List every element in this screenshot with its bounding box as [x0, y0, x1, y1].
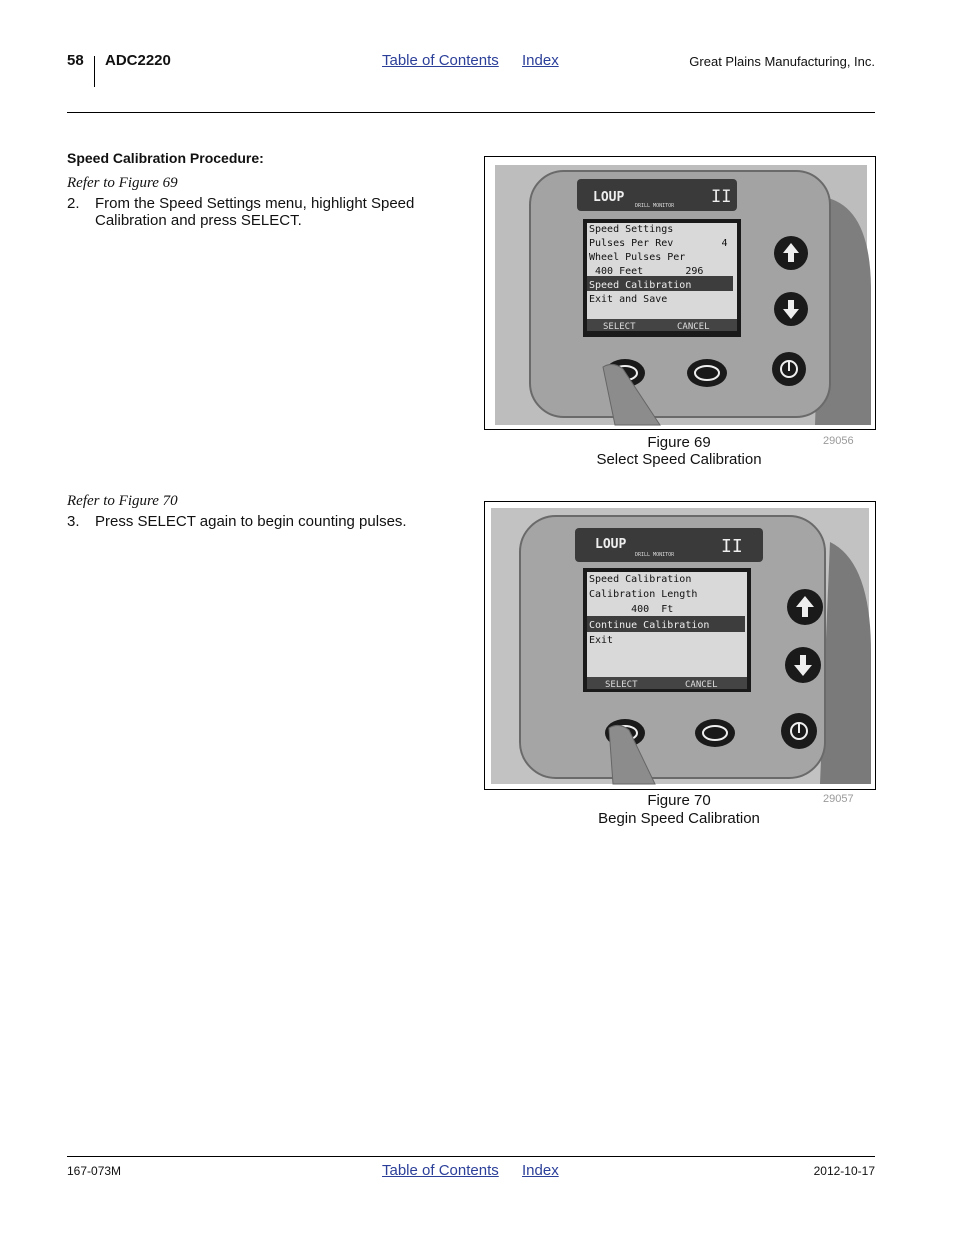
cancel-softkey-button [687, 359, 727, 387]
step-2 [67, 195, 447, 229]
header-index-link[interactable]: Index [522, 52, 559, 69]
step-number: 2. [67, 195, 80, 212]
header-toc-link[interactable]: Table of Contents [382, 52, 499, 69]
softkey-select-label: SELECT [605, 680, 638, 690]
refer-figure-70: Refer to Figure 70 [67, 493, 178, 509]
figure-69-caption: Select Speed Calibration [596, 451, 762, 468]
figure-69-photo [484, 156, 876, 430]
header-divider [94, 56, 95, 87]
screen-line: Continue Calibration [589, 620, 710, 631]
footer-index-link[interactable]: Index [522, 1162, 559, 1179]
figure-70-photo [484, 501, 876, 790]
screen-line: Calibration Length [589, 589, 698, 600]
screen-line: 400 Ft [589, 604, 674, 615]
monitor-illustration [485, 502, 875, 789]
publication-date: 2012-10-17 [813, 1164, 875, 1178]
header-rule [67, 112, 875, 113]
footer-toc-link[interactable]: Table of Contents [382, 1162, 499, 1179]
refer-figure-69: Refer to Figure 69 [67, 175, 178, 191]
figure-69-label: Figure 69 [647, 434, 711, 451]
softkey-cancel-label: CANCEL [677, 322, 710, 332]
figure-70-label: Figure 70 [647, 792, 711, 809]
step-text: Press SELECT again to begin counting pulses. [95, 513, 407, 530]
figure-70-id: 29057 [823, 793, 854, 805]
screen-line: Wheel Pulses Per [589, 252, 686, 263]
brand-roman: II [711, 187, 732, 207]
figure-69-id: 29056 [823, 435, 854, 447]
softkey-select-label: SELECT [603, 322, 636, 332]
screen-line: 400 Feet 296 [589, 266, 704, 277]
page-number: 58 [67, 52, 84, 69]
model-name: ADC2220 [105, 52, 171, 69]
company-name: Great Plains Manufacturing, Inc. [689, 54, 875, 69]
footer-rule [67, 1156, 875, 1157]
screen-line: Speed Calibration [589, 280, 692, 291]
figure-70-caption: Begin Speed Calibration [598, 810, 760, 827]
screen-line: Exit and Save [589, 294, 668, 305]
screen-line: Exit [589, 635, 614, 646]
screen-line: Speed Calibration [589, 574, 692, 585]
brand-subtitle: DRILL MONITOR [635, 552, 675, 558]
screen-line: Pulses Per Rev 4 [589, 238, 728, 249]
monitor-illustration [485, 157, 875, 429]
brand-logo-text: LOUP [593, 190, 625, 205]
step-number: 3. [67, 513, 80, 530]
document-number: 167-073M [67, 1164, 122, 1178]
brand-logo-text: LOUP [595, 537, 627, 552]
step-text: From the Speed Settings menu, highlight Speed Calibration and press SELECT. [95, 195, 415, 229]
cancel-softkey-button [695, 719, 735, 747]
section-title: Speed Calibration Procedure: [67, 150, 264, 166]
screen-line: Speed Settings [589, 224, 674, 235]
softkey-cancel-label: CANCEL [685, 680, 718, 690]
brand-roman: II [721, 536, 743, 557]
brand-subtitle: DRILL MONITOR [635, 203, 675, 209]
step-3 [67, 513, 447, 530]
